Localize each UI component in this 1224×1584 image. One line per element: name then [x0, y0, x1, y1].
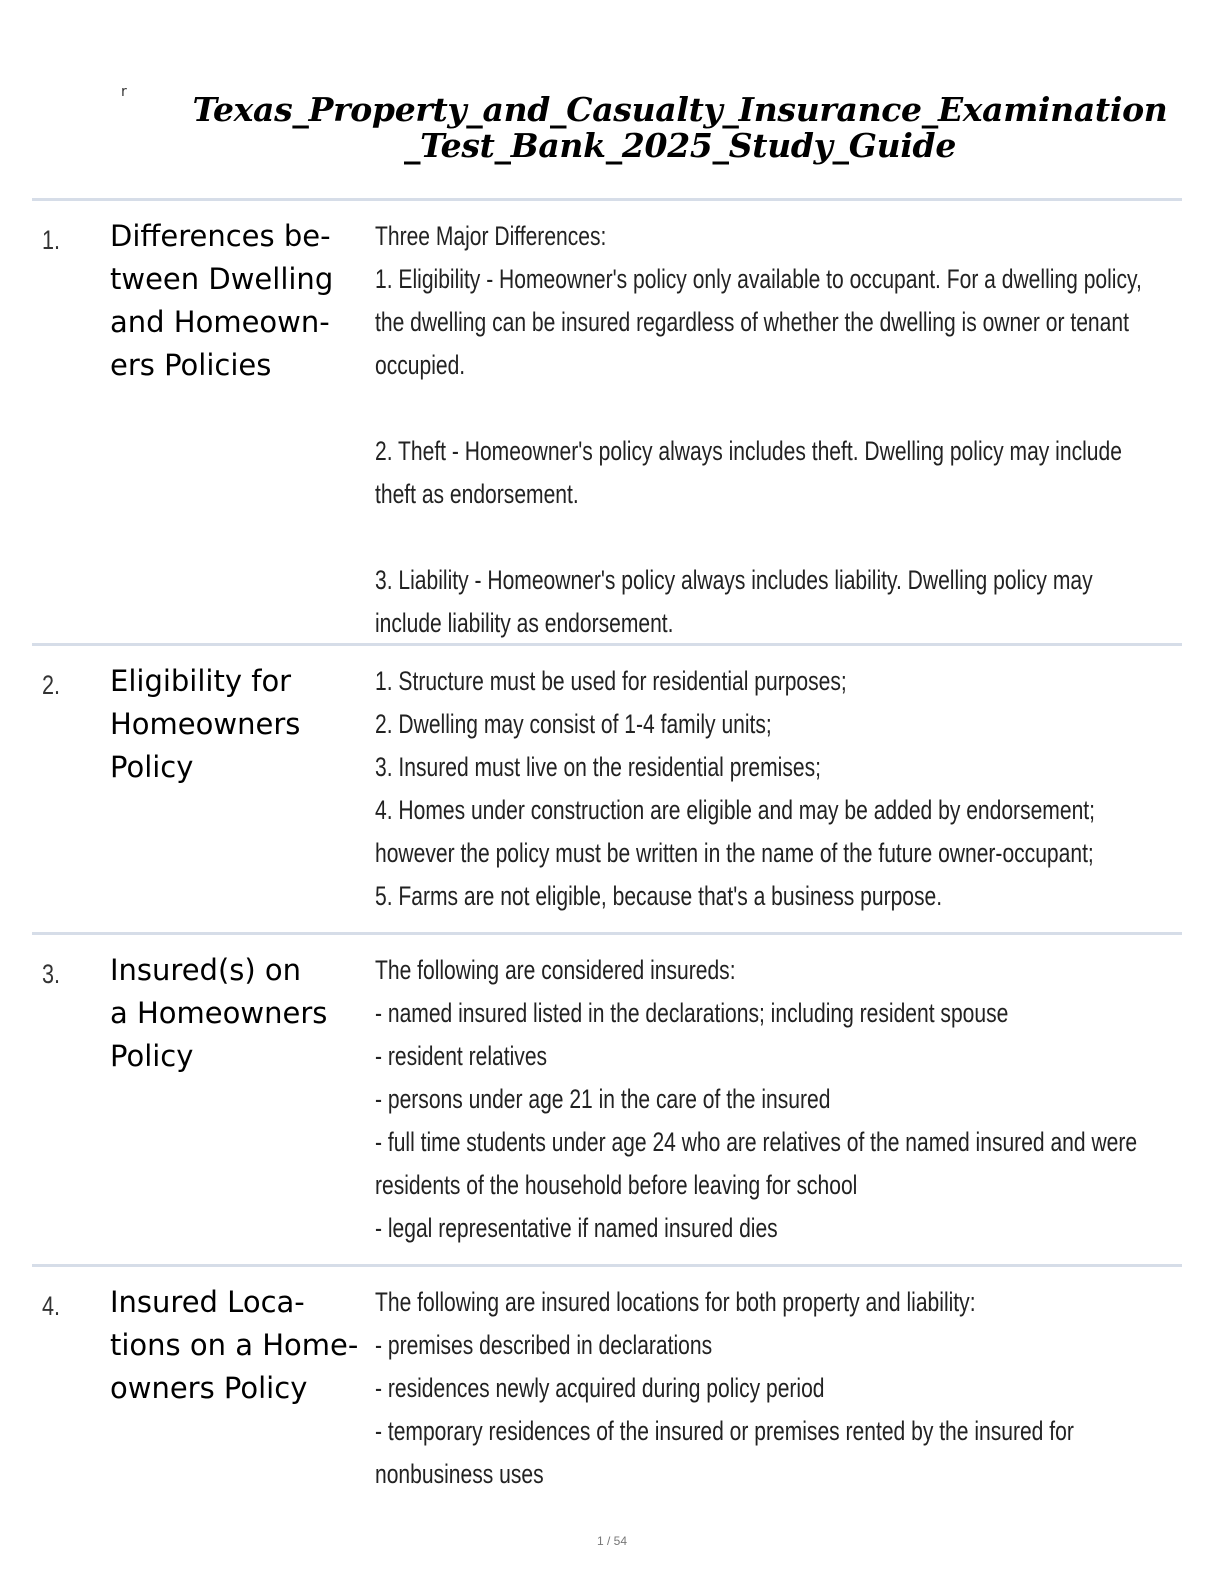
card-number: 4. [42, 1291, 61, 1321]
flashcard [32, 201, 1182, 646]
card-definition: 1. Structure must be used for residential purposes; 2. Dwelling may consist of 1-4 family units; 3. Insured must live on the residential premises; 4. Homes under construction are eligible and may be added by endorsement; however the policy must be written in the name of the future owner-occupant; 5. Farms are not eligible, because that's a business purpose. [375, 666, 1095, 911]
card-definition: Three Major Differences: 1. Eligibility - Homeowner's policy only available to occupant. For a dwelling policy, the dwelling can be insured regardless of whether the dwelling is owner or tenant occupied. 2. Theft - Homeowner's policy always includes theft. Dwelling policy may include theft as endorsement. 3. Liability - Homeowner's policy always includes liability. Dwelling policy may include liability as endorsement. [375, 221, 1142, 638]
card-number: 2. [42, 670, 61, 700]
card-number: 3. [42, 959, 61, 989]
card-term: Insured Loca- tions on a Home- owners Policy [110, 1285, 359, 1405]
document-title [150, 92, 1210, 164]
corner-mark: r [121, 84, 127, 100]
card-definition: The following are considered insureds: - named insured listed in the declarations; including resident spouse - resident relatives - persons under age 21 in the care of the insured - full time students under age 24 who are relatives of the named insured and were residents of the household before leaving for school - legal representative if named insured dies [375, 955, 1138, 1243]
card-term: Eligibility for Homeowners Policy [110, 664, 301, 784]
title-line-2: _Test_Bank_2025_Study_Guide [403, 126, 957, 165]
flashcard [32, 935, 1182, 1267]
page-number: 1 / 54 [596, 1534, 628, 1548]
card-definition: The following are insured locations for both property and liability: - premises described in declarations - residences newly acquired during policy period - temporary residences of the insured or premises rented by the insured for nonbusiness uses [375, 1287, 1074, 1489]
title-line-1: Texas_Property_and_Casualty_Insurance_Examination [192, 90, 1168, 129]
flashcard [32, 646, 1182, 935]
card-term: Differences be- tween Dwelling and Homeown- ers Policies [110, 219, 334, 382]
card-term: Insured(s) on a Homeowners Policy [110, 953, 328, 1073]
flashcard [32, 1267, 1182, 1517]
flashcard-list [32, 201, 1182, 1517]
card-number: 1. [42, 225, 61, 255]
